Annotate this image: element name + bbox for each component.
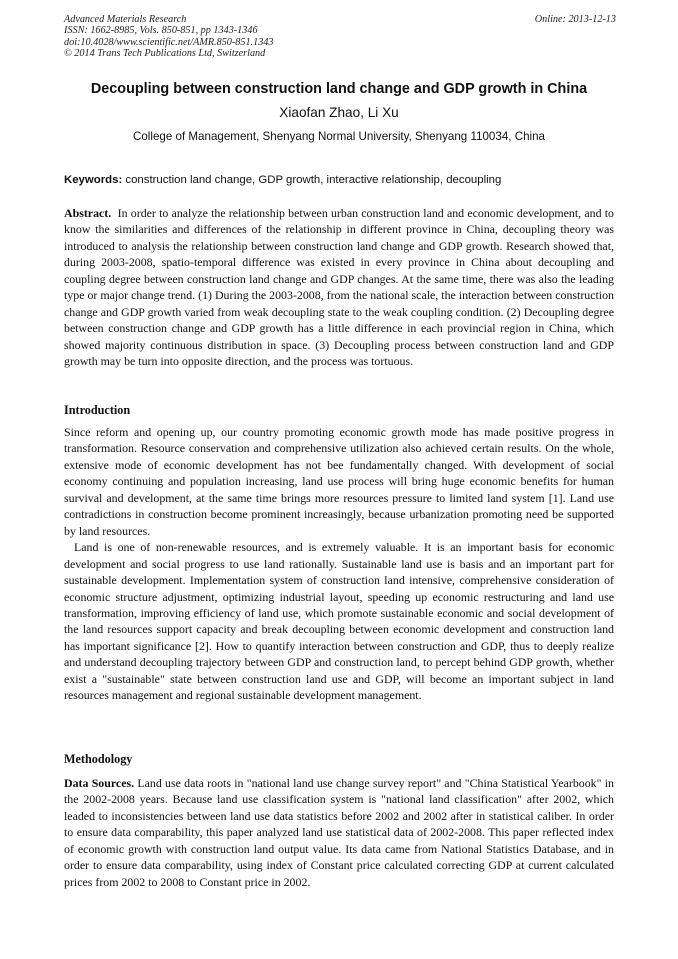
data-sources-label: Data Sources. [64, 776, 135, 790]
issn-line: ISSN: 1662-8985, Vols. 850-851, pp 1343-1346 [64, 25, 258, 37]
journal-header [64, 14, 616, 60]
intro-paragraph-2: Land is one of non-renewable resources, and is extremely valuable. It is an important basis for economic development and social progress to use land rationally. Sustainable land use is basis and an important part for sustainable development. Implementation system of construction land intensive, comprehensive consideration of economic structure adjustment, optimizing industrial layout, speeding up economic restructuring and land use transformation, improving efficiency of land use, which promote sustainable economic and social development of the land resources support capacity and break decoupling between economic development and construction land has important significance [2]. How to quantify interaction between construction and GDP, thus to deeply realize and understand decoupling trajectory between GDP and construction land, to percept behind GDP growth, whether exist a "sustainable" state between construction land use and GDP, will become an important subject in land resources management and regional sustainable development management. [64, 540, 614, 703]
paper-authors: Xiaofan Zhao, Li Xu [279, 105, 399, 120]
intro-paragraph-1: Since reform and opening up, our country promoting economic growth mode has made positive progress in transformation. Resource conservation and comprehensive utilization also achieved certain results. On the whole, extensive mode of economic development has not bee fundamentally changed. With development of social economy continuing and population increasing, land use process will bring huge economic benefits for human survival and development, at the same time brings more resources pressure to limited land system [1]. Land use contradictions in construction become prominent increasingly, because urbanization promoting need be supported by land resources. [64, 425, 614, 538]
data-sources-text: Land use data roots in "national land use change survey report" and "China Statistical Yearbook" in the 2002-2008 years. Because land use classification system is "national land classification" after 2002, which leaded to inconsistencies between land use data statistics before 2002 and 2002 after in statistical caliber. In order to ensure data comparability, this paper analyzed land use statistical data of 2002-2008. This paper reflected index of economic growth with construction land output value. Its data came from National Statistics Database, and in order to ensure data comparability, using index of Constant price calculated correcting GDP at current calculated prices from 2002 to 2008 to Constant price in 2002. [64, 776, 614, 889]
paper-title: Decoupling between construction land change and GDP growth in China [90, 81, 588, 97]
keywords-line [64, 172, 616, 188]
methodology-heading: Methodology [64, 752, 133, 766]
introduction-section [64, 424, 614, 704]
doi-line: doi:10.4028/www.scientific.net/AMR.850-851.1343 [64, 36, 274, 48]
copyright-line: © 2014 Trans Tech Publications Ltd, Switzerland [64, 48, 266, 60]
introduction-heading: Introduction [64, 403, 131, 417]
methodology-section [64, 775, 614, 890]
abstract-text: In order to analyze the relationship between urban construction land and economic development, and to know the similarities and differences of the relationship in different province in China, decoupling theory was introduced to analysis the relationship between construction land change and GDP growth. Research showed that, during 2003-2008, spatio-temporal difference was existed in every province in China about decoupling and coupling degree between construction land change and GDP changes. At the same time, there was also the leading type or major change trend. (1) During the 2003-2008, from the national scale, the interaction between construction change and GDP growth varied from weak decoupling state to the weak coupling condition. (2) Decoupling degree between construction change and GDP growth has a little difference in each provincial region in China, which showed majority continuous distribution in space. (3) Decoupling process between construction land and GDP growth may be turn into opposite direction, and the process was tortuous. [64, 206, 614, 369]
keywords-text: construction land change, GDP growth, interactive relationship, decoupling [125, 174, 502, 186]
abstract-label: Abstract. [64, 206, 112, 220]
keywords-label: Keywords: [64, 174, 123, 186]
online-date: Online: 2013-12-13 [534, 14, 616, 25]
paper-affiliation: College of Management, Shenyang Normal University, Shenyang 110034, China [132, 130, 546, 143]
abstract-section [64, 205, 614, 370]
journal-name: Advanced Materials Research [64, 14, 187, 25]
